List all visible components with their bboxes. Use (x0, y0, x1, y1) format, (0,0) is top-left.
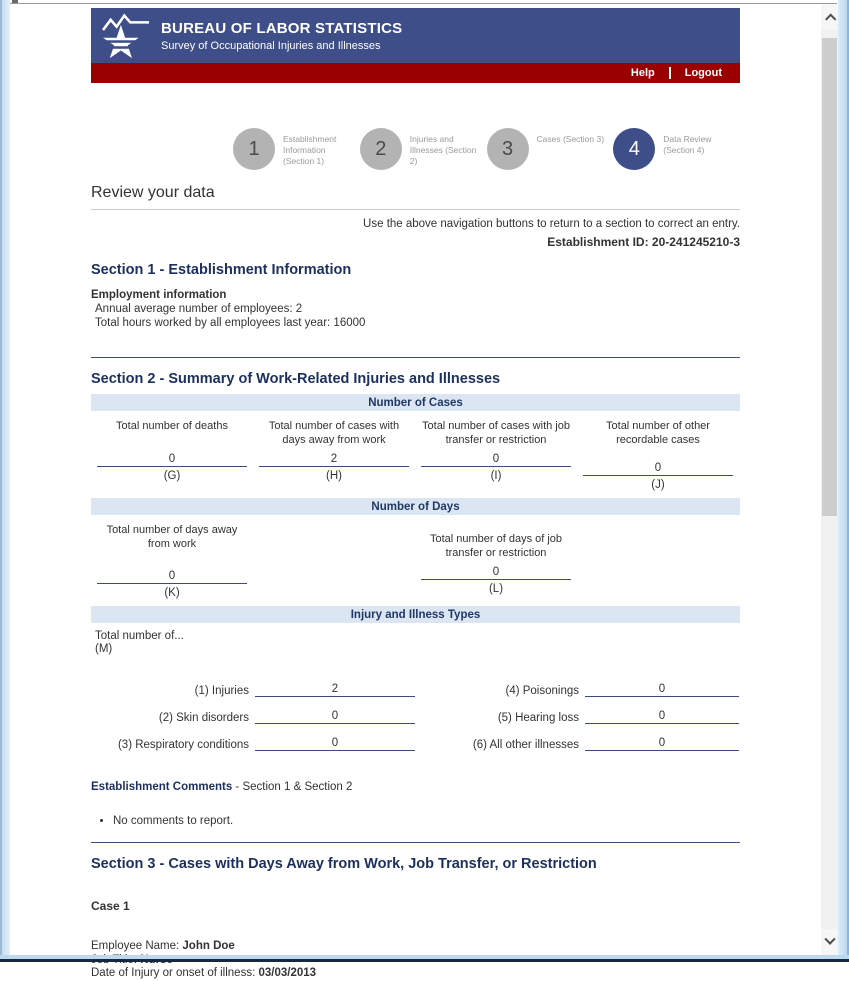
skin-disorders-label: (2) Skin disorders (158, 712, 249, 725)
injury-date-row (91, 967, 740, 981)
bls-star-logo-icon (100, 13, 152, 59)
col-l-code: (L) (488, 583, 504, 595)
case-1-title: Case 1 (91, 899, 130, 914)
col-g-value: 0 (97, 453, 247, 467)
help-link[interactable]: Help (630, 67, 655, 79)
cases-col-i (415, 420, 577, 491)
window-frame-right (838, 0, 849, 962)
days-col-empty-1 (253, 524, 415, 599)
col-i-value: 0 (421, 453, 571, 467)
col-j-label: Total number of other recordable cases (606, 420, 710, 446)
establishment-id: Establishment ID: 20-241245210-3 (547, 235, 740, 249)
skin-disorders-value: 0 (255, 710, 415, 724)
col-h-code: (H) (326, 470, 342, 482)
browser-viewport (10, 4, 821, 980)
col-h-value: 2 (259, 453, 409, 467)
col-i-code: (I) (490, 470, 502, 482)
agency-title: BUREAU OF LABOR STATISTICS (161, 19, 403, 37)
poisonings-value: 0 (585, 683, 739, 697)
scroll-up-button[interactable] (821, 4, 838, 30)
scroll-down-button[interactable] (821, 929, 838, 955)
survey-subtitle: Survey of Occupational Injuries and Illnesses (161, 39, 381, 52)
hours-row: Total hours worked by all employees last year: 16000 (95, 317, 366, 329)
step-cases[interactable] (487, 128, 614, 172)
type-row-other-illnesses (415, 724, 739, 751)
window-frame-left (0, 0, 10, 962)
step-4-circle[interactable]: 4 (613, 128, 655, 170)
type-row-respiratory (91, 724, 415, 751)
logout-link[interactable]: Logout (684, 67, 722, 79)
col-l-label: Total number of days of job transfer or restriction (429, 533, 563, 559)
step-navigation (233, 128, 740, 172)
injury-illness-types-band: Injury and Illness Types (91, 606, 740, 623)
bls-header-banner (91, 8, 740, 63)
col-j-code: (J) (651, 479, 665, 491)
step-injuries-illnesses[interactable] (360, 128, 487, 172)
step-1-circle[interactable]: 1 (233, 128, 275, 170)
types-intro (91, 630, 740, 656)
page-title: Review your data (91, 184, 740, 210)
col-g-code: (G) (163, 470, 181, 482)
other-illnesses-value: 0 (585, 737, 739, 751)
types-right-column (415, 670, 739, 751)
cases-col-j (577, 420, 739, 491)
step-establishment-information[interactable] (233, 128, 360, 172)
establishment-comments-heading (91, 781, 740, 793)
number-of-days-band: Number of Days (91, 498, 740, 515)
step-2-circle[interactable]: 2 (360, 128, 402, 170)
brand-text (161, 20, 402, 52)
days-col-l (415, 524, 577, 599)
col-j-value: 0 (583, 462, 733, 476)
window-frame-bottom (0, 955, 849, 962)
section-divider (91, 357, 740, 358)
step-2-label: Injuries and Illnesses (Section 2) (409, 134, 477, 167)
number-of-cases-band: Number of Cases (91, 394, 740, 411)
type-row-injuries (91, 670, 415, 697)
type-row-skin-disorders (91, 697, 415, 724)
types-intro-text: Total number of... (95, 630, 184, 642)
respiratory-label: (3) Respiratory conditions (117, 739, 249, 752)
comments-heading-rest: - Section 1 & Section 2 (232, 781, 353, 794)
injuries-label: (1) Injuries (194, 685, 249, 698)
cases-col-h (253, 420, 415, 491)
col-i-label: Total number of cases with job transfer or restriction (422, 420, 570, 446)
step-3-circle[interactable]: 3 (487, 128, 529, 170)
step-3-label: Cases (Section 3) (536, 134, 605, 144)
col-h-label: Total number of cases with days away from work (268, 420, 400, 446)
step-4-label: Data Review (Section 4) (663, 134, 712, 156)
type-row-poisonings (415, 670, 739, 697)
navigation-instruction: Use the above navigation buttons to return to a section to correct an entry. (363, 218, 740, 230)
comments-list (113, 815, 740, 827)
section1-heading: Section 1 - Establishment Information (91, 262, 352, 278)
respiratory-value: 0 (255, 737, 415, 751)
window-top-border (10, 3, 837, 4)
col-k-value: 0 (97, 570, 247, 584)
col-l-value: 0 (421, 566, 571, 580)
injuries-value: 2 (255, 683, 415, 697)
utility-bar (91, 63, 740, 83)
types-intro-code: (M) (95, 643, 113, 656)
section2-heading: Section 2 - Summary of Work-Related Injuries and Illnesses (91, 371, 501, 387)
comments-heading-bold: Establishment Comments (91, 781, 233, 794)
hearing-loss-value: 0 (585, 710, 739, 724)
other-illnesses-label: (6) All other illnesses (472, 739, 579, 752)
types-left-column (91, 670, 415, 751)
days-col-empty-2 (577, 524, 739, 599)
injury-date-label: Date of Injury or onset of illness: (91, 967, 259, 980)
step-1-label: Establishment Information (Section 1) (283, 134, 337, 167)
step-data-review[interactable] (613, 128, 740, 172)
employees-row: Annual average number of employees: 2 (95, 303, 303, 315)
window-top-notch (12, 0, 18, 3)
employment-info-subheading: Employment information (91, 289, 227, 301)
days-grid (91, 524, 740, 599)
chevron-down-icon (824, 934, 835, 945)
link-divider (669, 67, 671, 79)
col-g-label: Total number of deaths (116, 420, 228, 432)
section-divider-2 (91, 842, 740, 843)
col-k-code: (K) (164, 587, 180, 599)
poisonings-label: (4) Poisonings (505, 685, 579, 698)
chevron-up-icon (825, 13, 836, 24)
comment-item: • No comments to report. (113, 815, 740, 827)
type-row-hearing-loss (415, 697, 739, 724)
employee-name-label: Employee Name: (91, 940, 183, 953)
col-k-label: Total number of days away from work (106, 524, 238, 550)
scrollbar-thumb[interactable] (822, 38, 837, 516)
employee-name-row (91, 940, 740, 954)
types-grid (91, 670, 740, 751)
hearing-loss-label: (5) Hearing loss (497, 712, 579, 725)
cases-grid (91, 420, 740, 491)
days-col-k (91, 524, 253, 599)
injury-date-value: 03/03/2013 (258, 967, 317, 980)
cases-col-g (91, 420, 253, 491)
vertical-scrollbar[interactable] (821, 4, 838, 955)
section3-heading: Section 3 - Cases with Days Away from Work, Job Transfer, or Restriction (91, 856, 597, 873)
employee-name-value: John Doe (182, 940, 235, 953)
